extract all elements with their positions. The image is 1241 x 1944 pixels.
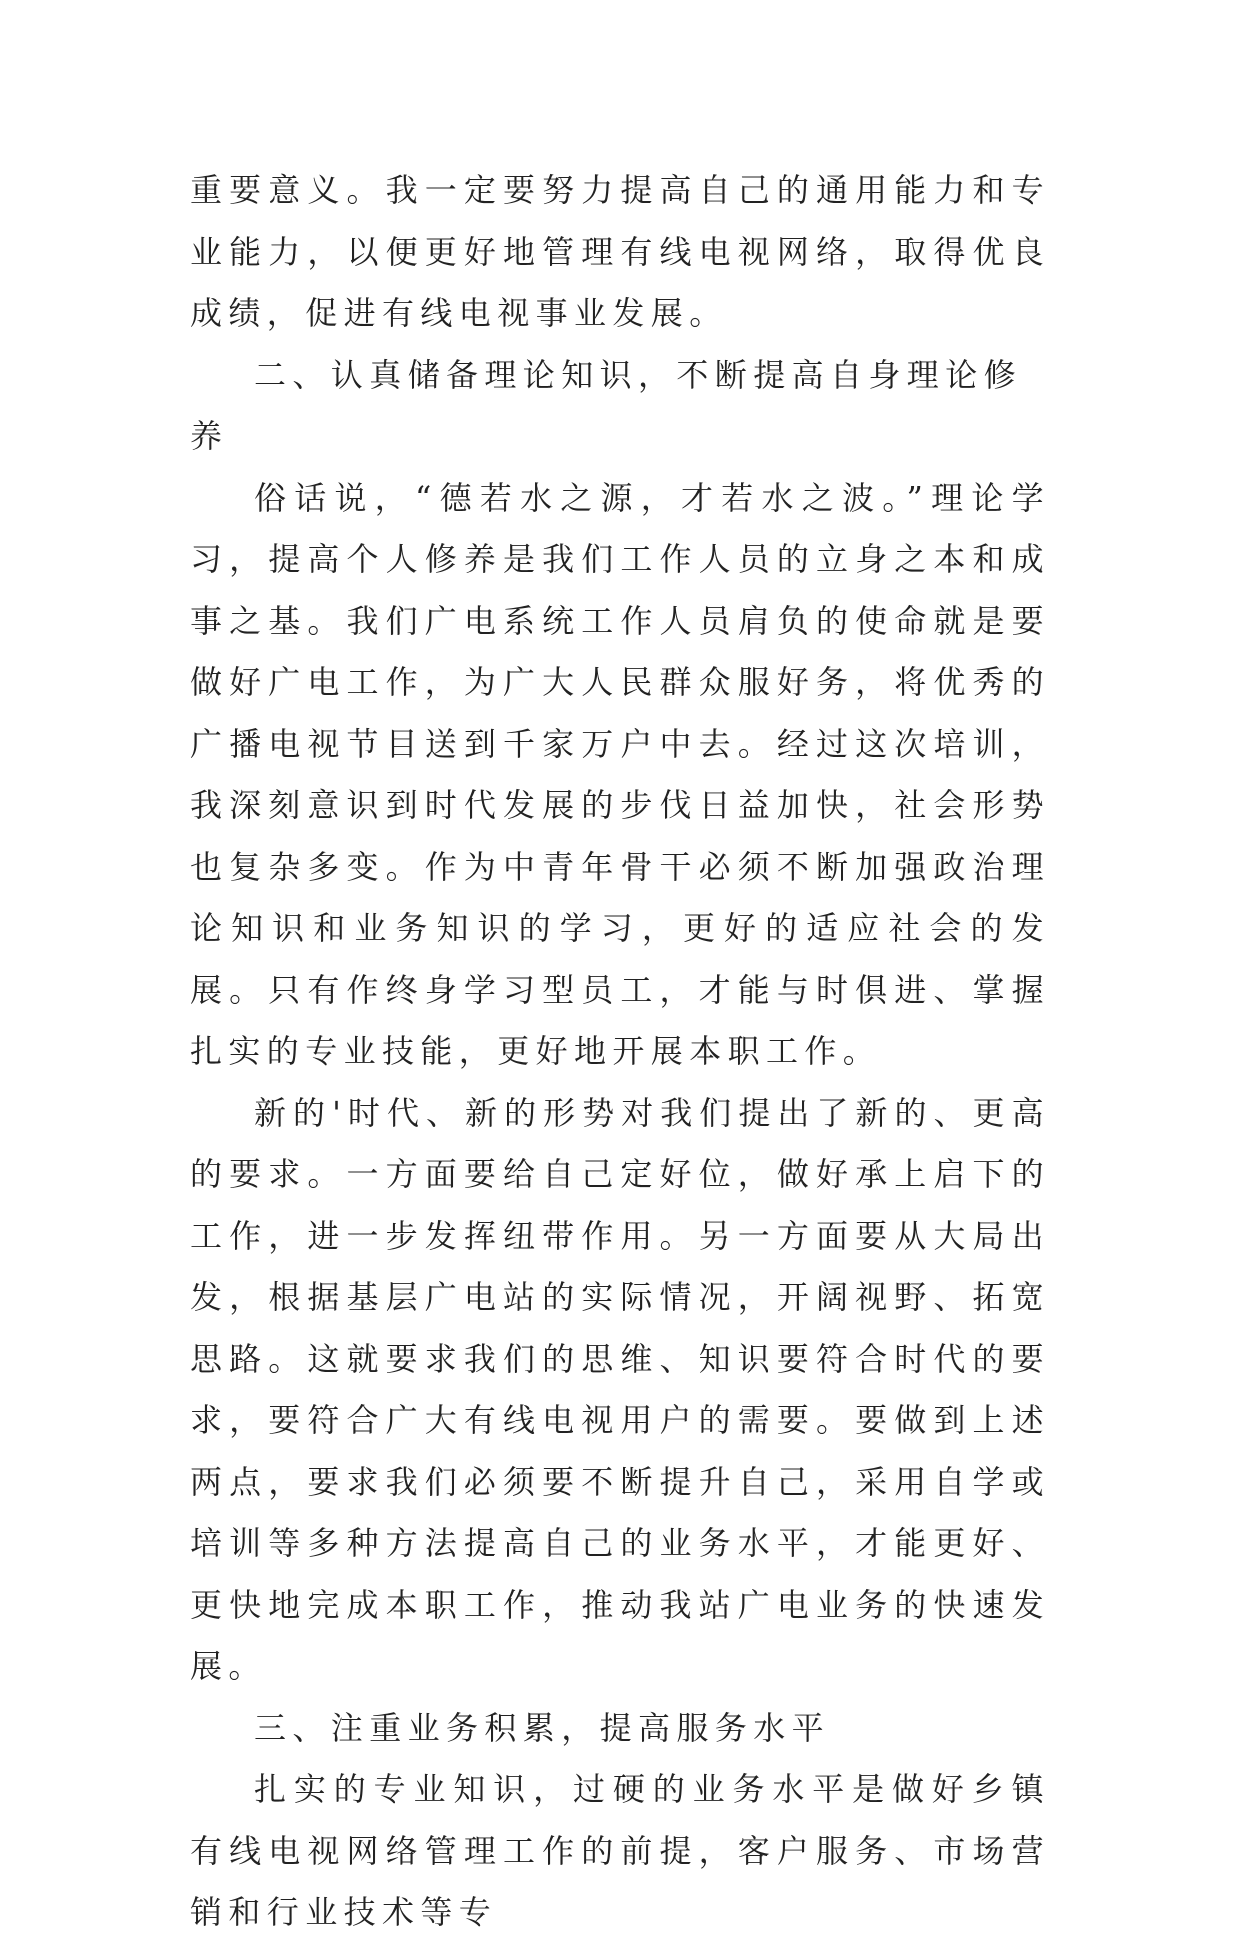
section-heading-5: 三、注重业务积累，提高服务水平 — [254, 1708, 831, 1747]
section-heading-2: 二、认真储备理论知识，不断提高自身理论修养 — [190, 355, 1023, 455]
paragraph-4: 新的'时代、新的形势对我们提出了新的、更高的要求。一方面要给自己定好位，做好承上启下的工作，进一步发挥纽带作用。另一方面要从大局出发，根据基层广电站的实际情况，开阔视野、拓宽思路。这就要求我们的思维、知识要符合时代的要求，要符合广大有线电视用户的需要。要做到上述两点，要求我们必须要不断提升自己，采用自学或培训等多种方法提高自己的业务水平，才能更好、更快地完成本职工作，推动我站广电业务的快速发展。 — [190, 1093, 1050, 1685]
paragraph-6: 扎实的专业知识，过硬的业务水平是做好乡镇有线电视网络管理工作的前提，客户服务、市场营销和行业技术等专 — [190, 1770, 1050, 1931]
paragraph-3: 俗话说，“德若水之源，才若水之波。”理论学习，提高个人修养是我们工作人员的立身之本和成事之基。我们广电系统工作人员肩负的使命就是要做好广电工作，为广大人民群众服好务，将优秀的广播电视节目送到千家万户中去。经过这次培训，我深刻意识到时代发展的步伐日益加快，社会形势也复杂多变。作为中青年骨干必须不断加强政治理论知识和业务知识的学习，更好的适应社会的发展。只有作终身学习型员工，才能与时俱进、掌握扎实的专业技能，更好地开展本职工作。 — [190, 478, 1050, 1070]
document-body — [190, 160, 1050, 1944]
paragraph-1: 重要意义。我一定要努力提高自己的通用能力和专业能力，以便更好地管理有线电视网络，取得优良成绩，促进有线电视事业发展。 — [190, 171, 1050, 332]
